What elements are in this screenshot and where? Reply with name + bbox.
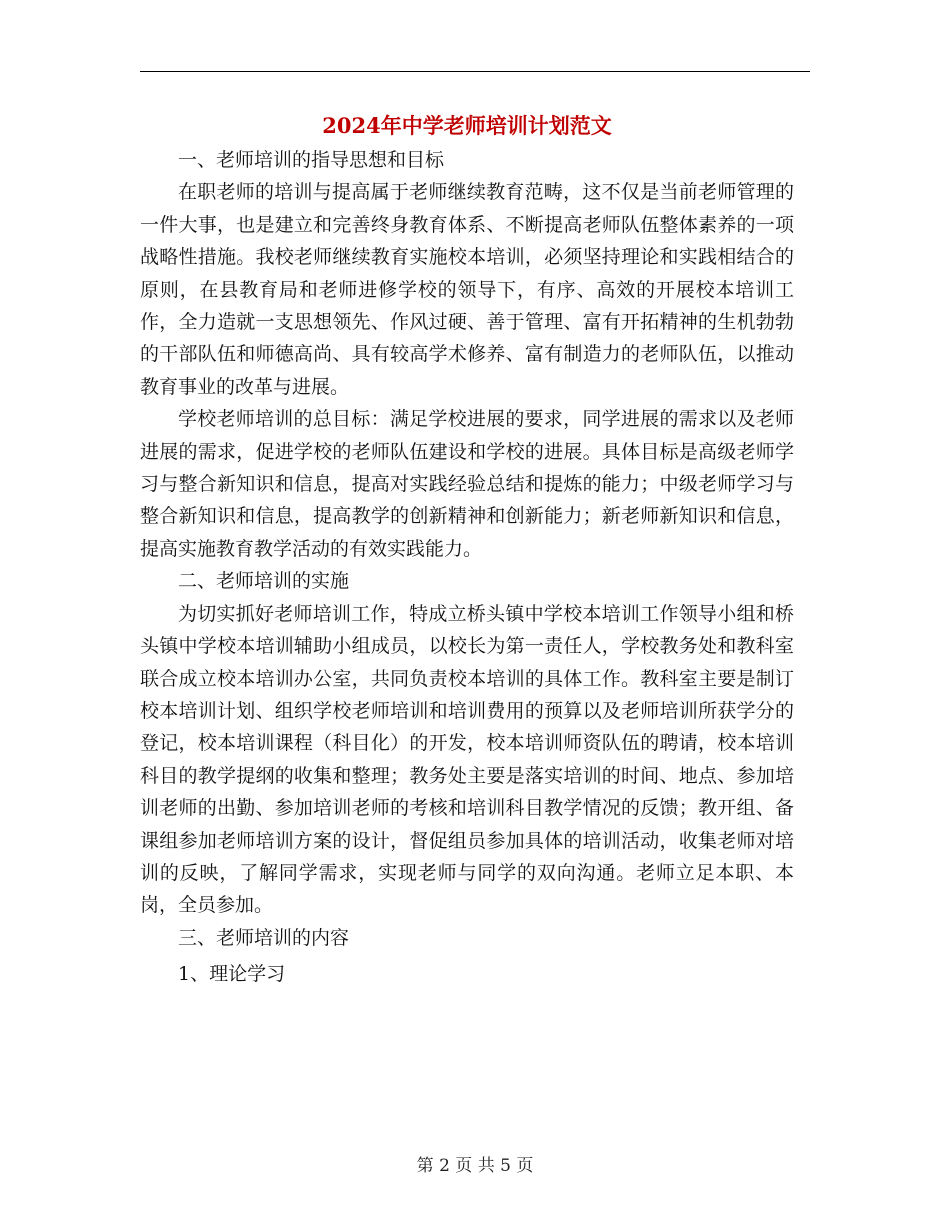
subsection-theory-study: 1、理论学习 (178, 963, 286, 986)
section-heading-content: 三、老师培训的内容 (178, 926, 350, 949)
section-heading-implementation: 二、老师培训的实施 (178, 570, 350, 593)
page-number-footer: 第 2 页 共 5 页 (416, 1156, 534, 1176)
paragraph-intro: 在职老师的培训与提高属于老师继续教育范畴，这不仅是当前老师管理的一件大事，也是建立和完善终身教育体系、不断提高老师队伍整体素养的一项战略性措施。我校老师继续教育实施校本培训，必须坚持理论和实践相结合的原则，在县教育局和老师进修学校的领导下，有序、高效的开展校本培训工作，全力造就一支思想领先、作风过硬、善于管理、富有开拓精神的生机勃勃的干部队伍和师德高尚、具有较高学术修养、富有制造力的老师队伍，以推动教育事业的改革与进展。 (140, 181, 794, 398)
header-rule (140, 71, 810, 72)
document-body (140, 108, 794, 991)
section-heading-guiding: 一、老师培训的指导思想和目标 (178, 149, 445, 171)
document-title: 2024年中学老师培训计划范文 (322, 113, 612, 138)
paragraph-implementation: 为切实抓好老师培训工作，特成立桥头镇中学校本培训工作领导小组和桥头镇中学校本培训辅助小组成员，以校长为第一责任人，学校教务处和教科室联合成立校本培训办公室，共同负责校本培训的具体工作。教科室主要是制订校本培训计划、组织学校老师培训和培训费用的预算以及老师培训所获学分的登记，校本培训课程（科目化）的开发，校本培训师资队伍的聘请，校本培训科目的教学提纲的收集和整理；教务处主要是落实培训的时间、地点、参加培训老师的出勤、参加培训老师的考核和培训科目教学情况的反馈；教开组、备课组参加老师培训方案的设计，督促组员参加具体的培训活动，收集老师对培训的反映，了解同学需求，实现老师与同学的双向沟通。老师立足本职、本岗，全员参加。 (140, 602, 794, 917)
paragraph-goals: 学校老师培训的总目标：满足学校进展的要求，同学进展的需求以及老师进展的需求，促进学校的老师队伍建设和学校的进展。具体目标是高级老师学习与整合新知识和信息，提高对实践经验总结和提炼的能力；中级老师学习与整合新知识和信息，提高教学的创新精神和创新能力；新老师新知识和信息，提高实施教育教学活动的有效实践能力。 (140, 408, 794, 560)
